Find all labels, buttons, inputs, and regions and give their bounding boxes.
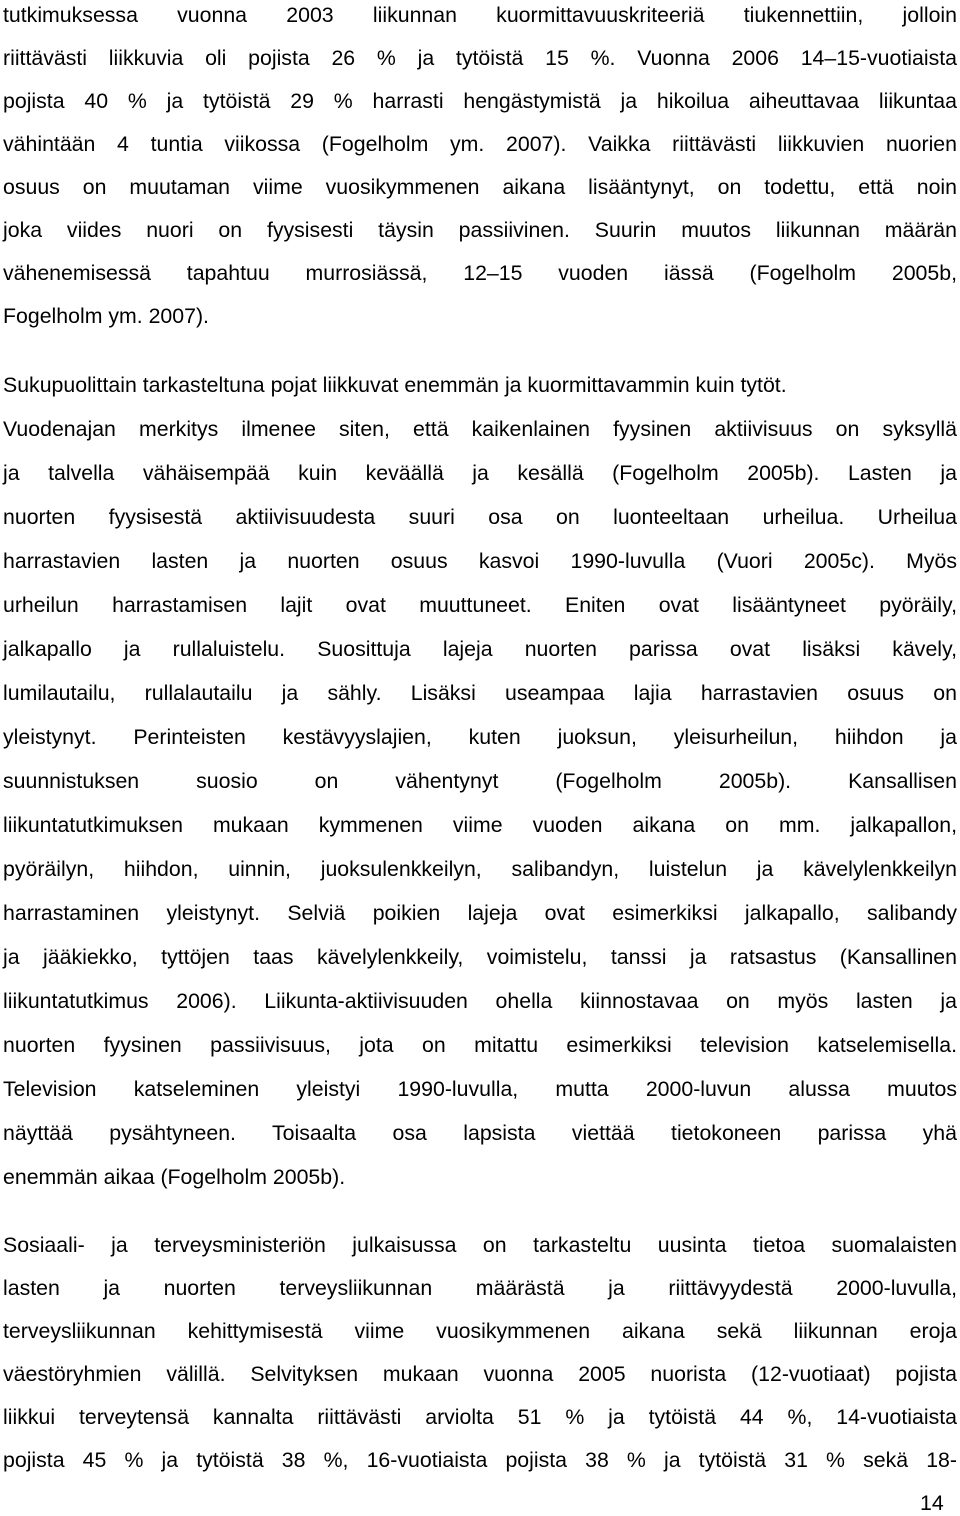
text-line: Fogelholm ym. 2007). — [3, 304, 209, 328]
text-line: näyttää pysähtyneen. Toisaalta osa lapsista viettää tietokoneen parissa yhä — [3, 1121, 957, 1145]
text-line: pojista 40 % ja tytöistä 29 % harrasti hengästymistä ja hikoilua aiheuttavaa liikuntaa — [3, 89, 957, 113]
text-line: Vuodenajan merkitys ilmenee siten, että kaikenlainen fyysinen aktiivisuus on syksyllä — [3, 417, 957, 441]
text-line: riittävästi liikkuvia oli pojista 26 % ja tytöistä 15 %. Vuonna 2006 14–15-vuotiaista — [3, 46, 957, 70]
text-line: harrastaminen yleistynyt. Selviä poikien lajeja ovat esimerkiksi jalkapallo, salibandy — [3, 901, 957, 925]
text-line: enemmän aikaa (Fogelholm 2005b). — [3, 1165, 346, 1189]
text-line: väestöryhmien välillä. Selvityksen mukaan vuonna 2005 nuorista (12-vuotiaat) pojista — [3, 1362, 957, 1386]
text-line: liikuntatutkimus 2006). Liikunta-aktiivisuuden ohella kiinnostavaa on myös lasten ja — [3, 989, 957, 1013]
text-line: yleistynyt. Perinteisten kestävyyslajien, kuten juoksun, yleisurheilun, hiihdon ja — [3, 725, 957, 749]
text-line: liikkui terveytensä kannalta riittävästi arviolta 51 % ja tytöistä 44 %, 14-vuotiaista — [3, 1405, 957, 1429]
text-line: vähintään 4 tuntia viikossa (Fogelholm ym. 2007). Vaikka riittävästi liikkuvien nuorien — [3, 132, 957, 156]
text-line: joka viides nuori on fyysisesti täysin passiivinen. Suurin muutos liikunnan määrän — [3, 218, 957, 242]
text-line: jalkapallo ja rullaluistelu. Suosittuja lajeja nuorten parissa ovat lisäksi kävely, — [3, 637, 957, 661]
text-line: liikuntatutkimuksen mukaan kymmenen viime vuoden aikana on mm. jalkapallon, — [3, 813, 957, 837]
text-line: ja jääkiekko, tyttöjen taas kävelylenkkeily, voimistelu, tanssi ja ratsastus (Kansallinen — [3, 945, 957, 969]
text-line: lasten ja nuorten terveysliikunnan määrästä ja riittävyydestä 2000-luvulla, — [3, 1276, 957, 1300]
text-line: urheilun harrastamisen lajit ovat muuttuneet. Eniten ovat lisääntyneet pyöräily, — [3, 593, 957, 617]
text-line: osuus on muutaman viime vuosikymmenen aikana lisääntynyt, on todettu, että noin — [3, 175, 957, 199]
text-line: lumilautailu, rullalautailu ja sähly. Lisäksi useampaa lajia harrastavien osuus on — [3, 681, 957, 705]
text-line: vähenemisessä tapahtuu murrosiässä, 12–15 vuoden iässä (Fogelholm 2005b, — [3, 261, 957, 285]
text-line: pyöräilyn, hiihdon, uinnin, juoksulenkkeilyn, salibandyn, luistelun ja kävelylenkkeilyn — [3, 857, 957, 881]
text-line: pojista 45 % ja tytöistä 38 %, 16-vuotiaista pojista 38 % ja tytöistä 31 % sekä 18- — [3, 1448, 957, 1472]
text-line: suunnistuksen suosio on vähentynyt (Fogelholm 2005b). Kansallisen — [3, 769, 957, 793]
text-line: ja talvella vähäisempää kuin keväällä ja kesällä (Fogelholm 2005b). Lasten ja — [3, 461, 957, 485]
text-line: harrastavien lasten ja nuorten osuus kasvoi 1990-luvulla (Vuori 2005c). Myös — [3, 549, 957, 573]
text-line: Sukupuolittain tarkasteltuna pojat liikkuvat enemmän ja kuormittavammin kuin tytöt. — [3, 373, 787, 397]
text-line: nuorten fyysinen passiivisuus, jota on mitattu esimerkiksi television katselemisella. — [3, 1033, 957, 1057]
text-line: tutkimuksessa vuonna 2003 liikunnan kuormittavuuskriteeriä tiukennettiin, jolloin — [3, 3, 957, 27]
text-line: Television katseleminen yleistyi 1990-luvulla, mutta 2000-luvun alussa muutos — [3, 1077, 957, 1101]
page-number: 14 — [920, 1491, 944, 1515]
text-line: terveysliikunnan kehittymisestä viime vuosikymmenen aikana sekä liikunnan eroja — [3, 1319, 957, 1343]
text-line: Sosiaali- ja terveysministeriön julkaisussa on tarkasteltu uusinta tietoa suomalaisten — [3, 1233, 957, 1257]
text-line: nuorten fyysisestä aktiivisuudesta suuri osa on luonteeltaan urheilua. Urheilua — [3, 505, 957, 529]
